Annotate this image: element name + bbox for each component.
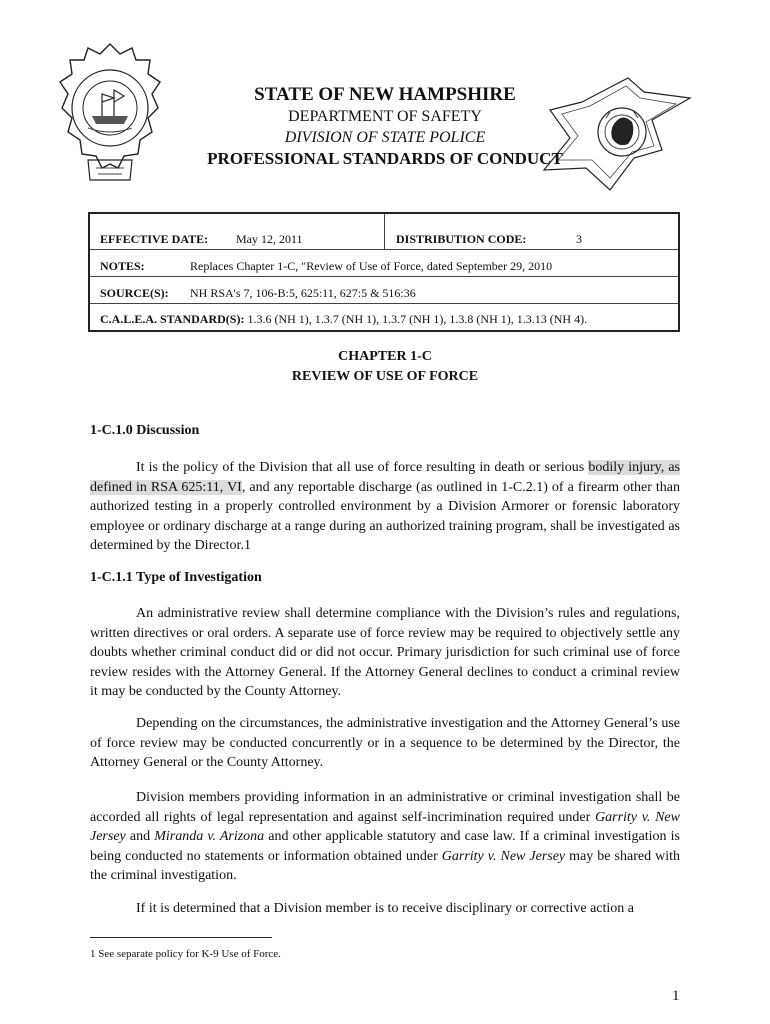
- cell-divider: [384, 214, 385, 249]
- type-paragraph-1: An administrative review shall determine compliance with the Division’s rules and regulations, written directives or oral orders. A separate use of force review may be required to objectively settle any doubts whether criminal conduct did or did not occur. Primary jurisdiction for such criminal use of force review resides with the Attorney General. If the Attorney General declines to conduct a criminal review it may be conducted by the County Attorney.: [90, 606, 680, 699]
- footnote: 1 See separate policy for K-9 Use of Force.: [90, 948, 281, 960]
- notes-value: Replaces Chapter 1-C, "Review of Use of Force, dated September 29, 2010: [190, 259, 553, 273]
- chapter-number: CHAPTER 1-C: [338, 349, 432, 364]
- document-title: STATE OF NEW HAMPSHIRE: [254, 84, 516, 105]
- type-paragraph-4: If it is determined that a Division member is to receive disciplinary or corrective action a: [136, 901, 634, 916]
- footnote-separator: [90, 937, 272, 938]
- highlighted-text: bodily injury, as defined in RSA 625:11, VI: [90, 460, 680, 495]
- case-citation: Miranda v. Arizona: [154, 829, 265, 844]
- division-name: DIVISION OF STATE POLICE: [284, 129, 486, 146]
- type-paragraph-2: Depending on the circumstances, the administrative investigation and the Attorney General’s use of force review may be conducted concurrently or in a sequence to be determined by the Director, the Attorney General or the County Attorney.: [90, 716, 680, 770]
- calea-label: C.A.L.E.A. STANDARD(S):: [100, 312, 245, 326]
- effective-date-value: May 12, 2011: [236, 232, 303, 246]
- effective-date-label: EFFECTIVE DATE:: [100, 232, 209, 246]
- calea-value: 1.3.6 (NH 1), 1.3.7 (NH 1), 1.3.7 (NH 1), 1.3.8 (NH 1), 1.3.13 (NH 4).: [247, 312, 588, 326]
- document-subtitle: PROFESSIONAL STANDARDS OF CONDUCT: [207, 149, 563, 168]
- distribution-code-label: DISTRIBUTION CODE:: [396, 232, 527, 246]
- section-heading-type-of-investigation: 1-C.1.1 Type of Investigation: [90, 570, 262, 585]
- department-name: DEPARTMENT OF SAFETY: [288, 108, 482, 125]
- case-citation: Garrity v. New Jersey: [90, 809, 680, 844]
- row-divider: [90, 249, 678, 250]
- page-number: 1: [672, 988, 680, 1004]
- policy-metadata-box: [88, 212, 680, 332]
- chapter-title: REVIEW OF USE OF FORCE: [291, 369, 479, 384]
- row-divider: [90, 303, 678, 304]
- type-paragraph-3: Division members providing information in an administrative or criminal investigation shall be accorded all rights of legal representation and against self-incrimination required under Garrity v. New Jersey and Miranda v. Arizona and other applicable statutory and case law. If a criminal investigation is being conducted no statements or information obtained under Garrity v. New Jersey may be shared with the criminal investigation.: [90, 790, 680, 883]
- sources-value: NH RSA's 7, 106-B:5, 625:11, 627:5 & 516:36: [190, 286, 416, 300]
- distribution-code-value: 3: [576, 232, 582, 246]
- calea-standards-row: [100, 312, 587, 327]
- notes-label: NOTES:: [100, 259, 145, 273]
- discussion-paragraph: It is the policy of the Division that all use of force resulting in death or serious bodily injury, as defined in RSA 625:11, VI, and any reportable discharge (as outlined in 1-C.2.1) of a firearm other than authorized testing in a properly controlled environment by a Division Armorer or forensic laboratory employee or ordinary discharge at a range during an authorized training program, shall be investigated as determined by the Director.1: [90, 460, 680, 553]
- sources-label: SOURCE(S):: [100, 286, 169, 300]
- row-divider: [90, 276, 678, 277]
- section-heading-discussion: 1-C.1.0 Discussion: [90, 423, 200, 438]
- case-citation: Garrity v. New Jersey: [441, 848, 566, 864]
